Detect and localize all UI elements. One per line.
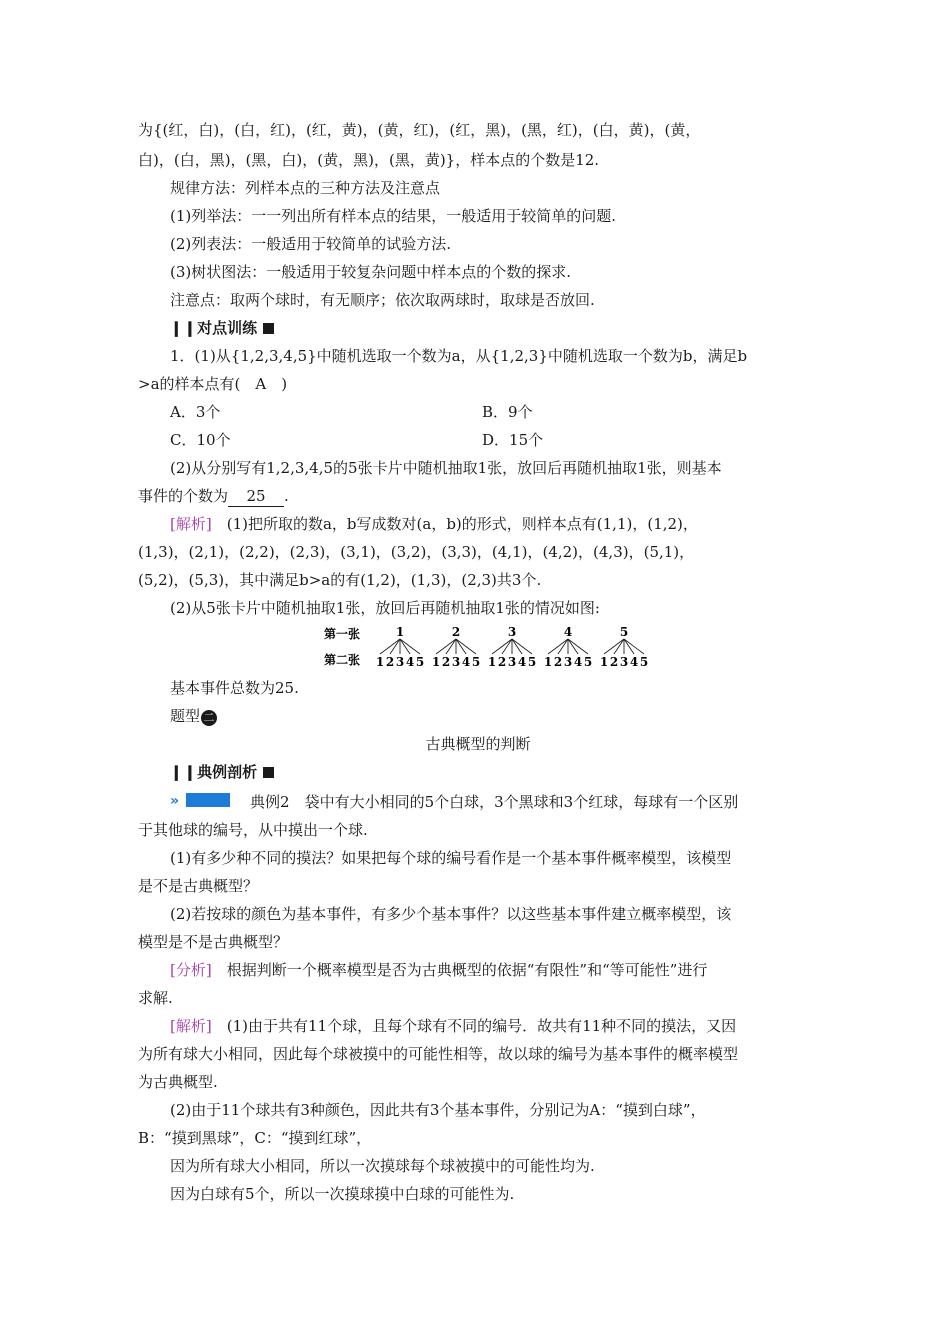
tree-second-node: 1 — [487, 655, 497, 669]
tree-second-node: 3 — [507, 655, 517, 669]
tree-second-node: 5 — [415, 655, 425, 669]
tree-branch — [400, 639, 410, 654]
method-heading: 规律方法：列样本点的三种方法及注意点 — [170, 179, 441, 197]
analysis-line: 求解. — [138, 989, 173, 1007]
tree-second-node: 2 — [609, 655, 619, 669]
section-heading-example — [170, 762, 850, 782]
solution-tag: [解析] — [170, 515, 212, 533]
tree-branch — [604, 639, 624, 654]
tree-branch — [436, 639, 456, 654]
solution-line: [解析] (1)把所取的数a，b写成数对(a，b)的形式，则样本点有(1,1)，(1,2)， — [170, 515, 698, 533]
tree-first-node: 2 — [451, 625, 461, 639]
solution-line: 因为所有球大小相同，所以一次摸球每个球被摸中的可能性均为. — [170, 1157, 595, 1175]
section-bars-icon: ❙❙ — [170, 319, 198, 337]
tree-first-node: 5 — [619, 625, 629, 639]
solution-line: (1,3)，(2,1)，(2,2)，(2,3)，(3,1)，(3,2)，(3,3)，(4,1)，(4,2)，(4,3)，(5,1)， — [138, 543, 695, 561]
tree-second-node: 1 — [599, 655, 609, 669]
tree-second-node: 3 — [451, 655, 461, 669]
tree-second-node: 4 — [517, 655, 527, 669]
type-heading: 题型 二 — [170, 706, 850, 726]
tree-second-node: 4 — [629, 655, 639, 669]
tree-branch — [492, 639, 512, 654]
section-heading-practice — [170, 318, 850, 338]
tree-branch — [390, 639, 400, 654]
tree-branch — [512, 639, 522, 654]
example-line: (1)有多少种不同的摸法？如果把每个球的编号看作是一个基本事件概率模型，该模型 — [170, 849, 732, 867]
text-line: 为{(红，白)，(白，红)，(红，黄)，(黄，红)，(红，黑)，(黑，红)，(白，黄)，(黄， — [138, 121, 701, 139]
example-line: 于其他球的编号，从中摸出一个球. — [138, 821, 368, 839]
tree-branch — [400, 639, 420, 654]
square-icon — [263, 323, 274, 334]
example-line: 模型是不是古典概型？ — [138, 933, 289, 951]
analysis-tag: [分析] — [170, 961, 212, 979]
option-b: B．9个 — [482, 403, 533, 421]
tree-second-node: 5 — [471, 655, 481, 669]
text-line: (2)列表法：一般适用于较简单的试验方法. — [170, 235, 452, 253]
tree-branch — [380, 639, 400, 654]
example-arrow-icon: » — [170, 793, 230, 807]
section-label: 对点训练 — [197, 319, 258, 337]
tree-branch — [624, 639, 644, 654]
question-line: >a的样本点有( A ) — [138, 375, 288, 393]
tree-second-node: 2 — [385, 655, 395, 669]
type-number-badge: 二 — [201, 710, 217, 726]
text-line: (1)列举法：一一列出所有样本点的结果，一般适用于较简单的问题. — [170, 207, 617, 225]
option-c: C．10个 — [170, 431, 231, 449]
tree-branch — [614, 639, 624, 654]
text-line: 注意点：取两个球时，有无顺序；依次取两球时，取球是否放回. — [170, 291, 595, 309]
question-line: 1．(1)从{1,2,3,4,5}中随机选取一个数为a，从{1,2,3}中随机选取一个数为b，满足b — [170, 347, 748, 365]
tree-second-node: 5 — [527, 655, 537, 669]
tree-branch — [502, 639, 512, 654]
solution-line: (2)从5张卡片中随机抽取1张，放回后再随机抽取1张的情况如图: — [170, 599, 600, 617]
tree-second-node: 5 — [583, 655, 593, 669]
tree-second-node: 4 — [461, 655, 471, 669]
tree-branch — [624, 639, 634, 654]
solution-line: 为古典概型. — [138, 1073, 218, 1091]
tree-second-node: 2 — [553, 655, 563, 669]
example-label: 典例2 — [250, 793, 290, 811]
tree-branch — [568, 639, 578, 654]
tree-second-node: 4 — [405, 655, 415, 669]
answer-blank: 25 — [228, 486, 284, 507]
solution-line: 为所有球大小相同，因此每个球被摸中的可能性相等，故以球的编号为基本事件的概率模型 — [138, 1045, 739, 1063]
example-line: 是不是古典概型？ — [138, 877, 259, 895]
solution-line: B：“摸到黑球”，C：“摸到红球”， — [138, 1129, 372, 1147]
option-a: A．3个 — [170, 403, 221, 421]
tree-second-node: 1 — [543, 655, 553, 669]
tree-branch — [558, 639, 568, 654]
tree-branch — [446, 639, 456, 654]
solution-line: (2)由于11个球共有3种颜色，因此共有3个基本事件，分别记为A：“摸到白球”， — [170, 1101, 706, 1119]
tree-second-node: 3 — [619, 655, 629, 669]
text-line: 白)，(白，黑)，(黑，白)，(黄，黑)，(黑，黄)}，样本点的个数是12. — [138, 151, 600, 169]
tree-second-node: 4 — [573, 655, 583, 669]
text-line: (3)树状图法：一般适用于较复杂问题中样本点的个数的探求. — [170, 263, 572, 281]
solution-tag: [解析] — [170, 1017, 212, 1035]
tree-branch — [568, 639, 588, 654]
solution-line: 基本事件总数为25. — [170, 679, 299, 697]
tree-first-node: 1 — [395, 625, 405, 639]
tree-branch — [512, 639, 532, 654]
question-line: (2)从分别写有1,2,3,4,5的5张卡片中随机抽取1张，放回后再随机抽取1张，则基本 — [170, 459, 722, 477]
tree-second-node: 1 — [375, 655, 385, 669]
tree-second-node: 5 — [639, 655, 649, 669]
square-icon — [263, 767, 274, 778]
section-label: 典例剖析 — [197, 763, 258, 781]
tree-row2-label: 第二张 — [324, 653, 361, 667]
analysis-line: [分析] 根据判断一个概率模型是否为古典概型的依据“有限性”和“等可能性”进行 — [170, 961, 708, 979]
tree-branch — [456, 639, 466, 654]
solution-line: [解析] (1)由于共有11个球，且每个球有不同的编号．故共有11种不同的摸法，又因 — [170, 1017, 737, 1035]
tree-diagram — [320, 624, 660, 674]
example-line: (2)若按球的颜色为基本事件，有多少个基本事件？以这些基本事件建立概率模型，该 — [170, 905, 732, 923]
option-d: D．15个 — [482, 431, 544, 449]
section-bars-icon: ❙❙ — [170, 763, 198, 781]
tree-branch — [548, 639, 568, 654]
solution-line: 因为白球有5个，所以一次摸球摸中白球的可能性为. — [170, 1185, 515, 1203]
example-line: » 典例2 袋中有大小相同的5个白球，3个黑球和3个红球，每球有一个区别 — [170, 793, 739, 811]
tree-second-node: 2 — [497, 655, 507, 669]
tree-second-node: 1 — [431, 655, 441, 669]
tree-second-node: 3 — [563, 655, 573, 669]
tree-first-node: 3 — [507, 625, 517, 639]
tree-first-node: 4 — [563, 625, 573, 639]
topic-title: 古典概型的判断 — [425, 735, 531, 753]
tree-branch — [456, 639, 476, 654]
tree-row1-label: 第一张 — [324, 627, 361, 641]
tree-second-node: 2 — [441, 655, 451, 669]
question-line: 事件的个数为 25 . — [138, 487, 289, 505]
tree-second-node: 3 — [395, 655, 405, 669]
solution-line: (5,2)，(5,3)，其中满足b>a的有(1,2)，(1,3)，(2,3)共3个. — [138, 571, 542, 589]
